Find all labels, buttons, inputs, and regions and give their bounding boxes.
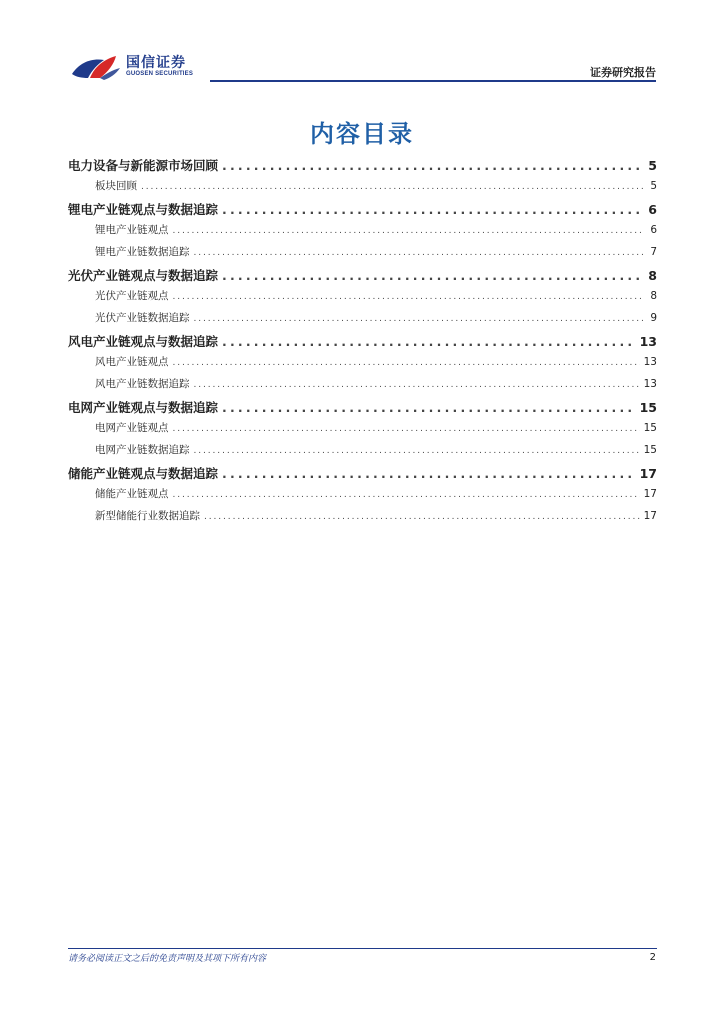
toc-entry-label: 储能产业链观点与数据追踪: [68, 466, 219, 481]
toc-subsection-entry[interactable]: [68, 218, 657, 240]
header-divider: [210, 80, 656, 82]
toc-dot-leader: [222, 202, 643, 217]
toc-section-entry[interactable]: [68, 394, 657, 416]
toc-dot-leader: [204, 512, 640, 522]
toc-subsection-entry[interactable]: [68, 482, 657, 504]
toc-entry-label: 电网产业链观点与数据追踪: [68, 400, 219, 415]
toc-entry-label: 光伏产业链观点: [95, 290, 169, 302]
toc-entry-page: 13: [639, 334, 657, 349]
toc-entry-label: 锂电产业链观点: [95, 224, 169, 236]
toc-dot-leader: [222, 334, 636, 349]
toc-subsection-entry[interactable]: [68, 504, 657, 526]
toc-dot-leader: [222, 400, 636, 415]
toc-entry-page: 15: [643, 422, 657, 434]
toc-entry-label: 电网产业链数据追踪: [95, 444, 190, 456]
guosen-logo-mark-icon: [70, 52, 122, 82]
toc-dot-leader: [194, 380, 640, 390]
toc-dot-leader: [194, 446, 640, 456]
toc-entry-page: 13: [643, 378, 657, 390]
toc-dot-leader: [173, 424, 640, 434]
toc-dot-leader: [194, 314, 644, 324]
toc-entry-label: 电网产业链观点: [95, 422, 169, 434]
toc-entry-label: 光伏产业链数据追踪: [95, 312, 190, 324]
toc-entry-page: 9: [650, 312, 657, 324]
page-number: 2: [649, 952, 656, 963]
toc-subsection-entry[interactable]: [68, 174, 657, 196]
toc-dot-leader: [173, 292, 644, 302]
footer-disclaimer: 请务必阅读正文之后的免责声明及其项下所有内容: [68, 954, 267, 964]
toc-entry-label: 锂电产业链观点与数据追踪: [68, 202, 219, 217]
toc-section-entry[interactable]: [68, 262, 657, 284]
toc-entry-label: 风电产业链数据追踪: [95, 378, 190, 390]
toc-dot-leader: [173, 226, 644, 236]
toc-entry-label: 风电产业链观点与数据追踪: [68, 334, 219, 349]
toc-entry-page: 6: [650, 224, 657, 236]
toc-entry-label: 电力设备与新能源市场回顾: [68, 158, 219, 173]
toc-entry-page: 7: [650, 246, 657, 258]
toc-dot-leader: [222, 466, 636, 481]
toc-subsection-entry[interactable]: [68, 306, 657, 328]
toc-section-entry[interactable]: [68, 196, 657, 218]
logo-english-name: GUOSEN SECURITIES: [126, 71, 194, 77]
toc-dot-leader: [173, 358, 640, 368]
toc-entry-label: 锂电产业链数据追踪: [95, 246, 190, 258]
toc-entry-page: 6: [648, 202, 657, 217]
toc-dot-leader: [222, 158, 643, 173]
toc-dot-leader: [141, 182, 643, 192]
toc-entry-page: 5: [648, 158, 657, 173]
logo-chinese-name: 国信证券: [126, 55, 186, 71]
toc-subsection-entry[interactable]: [68, 416, 657, 438]
table-of-contents: [68, 152, 657, 526]
toc-dot-leader: [173, 490, 640, 500]
toc-subsection-entry[interactable]: [68, 240, 657, 262]
toc-entry-page: 15: [643, 444, 657, 456]
toc-subsection-entry[interactable]: [68, 350, 657, 372]
toc-entry-page: 17: [639, 466, 657, 481]
toc-dot-leader: [194, 248, 644, 258]
toc-entry-label: 储能产业链观点: [95, 488, 169, 500]
toc-entry-page: 13: [643, 356, 657, 368]
toc-section-entry[interactable]: [68, 152, 657, 174]
footer-divider: [68, 948, 657, 949]
guosen-logo: [70, 50, 210, 84]
toc-entry-page: 15: [639, 400, 657, 415]
toc-entry-page: 17: [643, 488, 657, 500]
toc-section-entry[interactable]: [68, 460, 657, 482]
toc-dot-leader: [222, 268, 643, 283]
toc-entry-page: 5: [650, 180, 657, 192]
toc-section-entry[interactable]: [68, 328, 657, 350]
toc-entry-page: 17: [643, 510, 657, 522]
toc-entry-label: 光伏产业链观点与数据追踪: [68, 268, 219, 283]
toc-subsection-entry[interactable]: [68, 438, 657, 460]
toc-entry-label: 板块回顾: [95, 180, 137, 192]
toc-entry-label: 风电产业链观点: [95, 356, 169, 368]
toc-title: 内容目录: [310, 120, 414, 148]
toc-entry-page: 8: [648, 268, 657, 283]
toc-entry-page: 8: [650, 290, 657, 302]
report-type-label: 证券研究报告: [590, 66, 656, 79]
page-header: [0, 0, 724, 90]
toc-subsection-entry[interactable]: [68, 284, 657, 306]
toc-entry-label: 新型储能行业数据追踪: [95, 510, 200, 522]
toc-subsection-entry[interactable]: [68, 372, 657, 394]
